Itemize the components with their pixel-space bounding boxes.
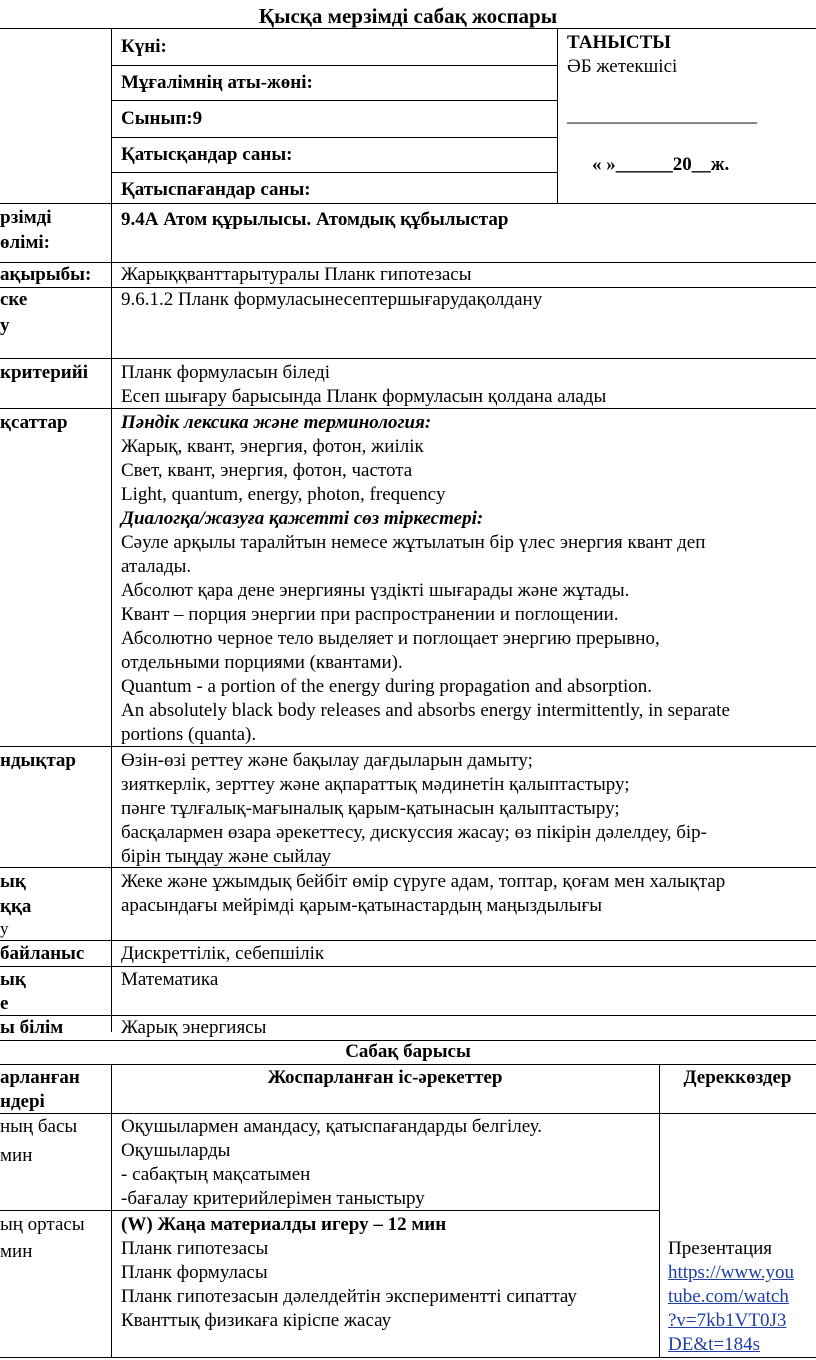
criteria-label: критерийі bbox=[0, 362, 88, 383]
phrase-line: отдельными порциями (квантами). bbox=[121, 652, 403, 673]
stage2-line: Кванттық физикаға кіріспе жасау bbox=[121, 1310, 392, 1331]
values-line: бірін тыңдау және сыйлау bbox=[121, 846, 331, 867]
cross-label-3: у bbox=[0, 919, 9, 938]
values-line: басқалармен өзара әрекеттесу, дискуссия жасау; өз пікірін дәлелдеу, бір- bbox=[121, 822, 707, 843]
class-label: Сынып:9 bbox=[121, 108, 203, 129]
phrase-line: portions (quanta). bbox=[121, 724, 257, 745]
phrase-line: Quantum - a portion of the energy during propagation and absorption. bbox=[121, 676, 652, 697]
stage2-line: Планк гипотезасы bbox=[121, 1238, 269, 1259]
language-label: қсаттар bbox=[0, 412, 68, 433]
cross-line: Жеке және ұжымдық бейбіт өмір сүруге адам, топтар, қоғам мен халықтар bbox=[121, 871, 726, 892]
stage1-line: Оқушыларды bbox=[121, 1140, 231, 1161]
stage2-heading: (W) Жаңа материалды игеру – 12 мин bbox=[121, 1214, 447, 1235]
values-label: ндықтар bbox=[0, 750, 76, 771]
phrases-heading: Диалогқа/жазуға қажетті сөз тіркестері: bbox=[121, 508, 484, 529]
objective-label-2: у bbox=[0, 315, 10, 336]
values-line: пәнге тұлғалық-мағыналық қарым-қатынасын қалыптастыру; bbox=[121, 798, 620, 819]
cross-label-2: ққа bbox=[0, 896, 32, 917]
links-label: байланыс bbox=[0, 943, 85, 964]
stage2-line: Планк формуласы bbox=[121, 1262, 268, 1283]
section-value: 9.4А Атом құрылысы. Атомдық құбылыстар bbox=[121, 209, 509, 230]
objective-value: 9.6.1.2 Планк формуласынесептершығарудақолдану bbox=[121, 289, 543, 310]
youtube-link-line[interactable]: tube.com/watch bbox=[668, 1286, 789, 1307]
values-line: Өзін-өзі реттеу және бақылау дағдыларын дамыту; bbox=[121, 750, 533, 771]
col-activities-header: Жоспарланған іс-әрекеттер bbox=[267, 1067, 503, 1088]
prior-label: ы білім bbox=[0, 1017, 64, 1038]
objective-label-1: ске bbox=[0, 289, 28, 310]
term-line: Light, quantum, energy, photon, frequency bbox=[121, 484, 446, 505]
stage2-line: Планк гипотезасын дәлелдейтін экспериментті сипаттау bbox=[121, 1286, 577, 1307]
prior-value: Жарық энергиясы bbox=[121, 1017, 267, 1038]
stage2-label-1: ың ортасы bbox=[0, 1214, 85, 1235]
topic-label: ақырыбы: bbox=[0, 264, 92, 285]
approval-title: ТАНЫСТЫ bbox=[567, 32, 671, 53]
col-stages-header-2: ндері bbox=[0, 1091, 45, 1112]
youtube-link-line[interactable]: https://www.you bbox=[668, 1262, 794, 1283]
topic-value: Жарыққванттарытуралы Планк гипотезасы bbox=[121, 264, 472, 285]
page-title: Қысқа мерзімді сабақ жоспары bbox=[258, 4, 558, 28]
links-value: Дискреттілік, себепшілік bbox=[121, 943, 325, 964]
criteria-line: Планк формуласын біледі bbox=[121, 362, 331, 383]
signature-line: ____________________ bbox=[567, 105, 757, 126]
phrase-line: An absolutely black body releases and absorbs energy intermittently, in separate bbox=[121, 700, 730, 721]
criteria-line: Есеп шығару барысында Планк формуласын қолдана алады bbox=[121, 386, 607, 407]
present-count-label: Қатысқандар саны: bbox=[121, 144, 293, 165]
values-line: зияткерлік, зерттеу және ақпараттық мәдинетін қалыптастыру; bbox=[121, 774, 630, 795]
phrase-line: Абсолют қара дене энергияны үздікті шығарады және жұтады. bbox=[121, 580, 630, 601]
section-label-1: рзімді bbox=[0, 207, 52, 228]
stage2-label-2: мин bbox=[0, 1241, 33, 1262]
phrase-line: Квант – порция энергии при распространении и поглощении. bbox=[121, 604, 619, 625]
phrase-line: аталады. bbox=[121, 556, 192, 577]
section-label-2: өлімі: bbox=[0, 232, 50, 253]
youtube-link-line[interactable]: ?v=7kb1VT0J3 bbox=[668, 1310, 787, 1331]
col-resources-header: Дереккөздер bbox=[683, 1067, 792, 1088]
absent-count-label: Қатыспағандар саны: bbox=[121, 179, 311, 200]
progress-title: Сабақ барысы bbox=[345, 1041, 471, 1062]
term-line: Жарық, квант, энергия, фотон, жиілік bbox=[121, 436, 424, 457]
cross-label-1: ық bbox=[0, 871, 26, 892]
stage1-label-1: ның басы bbox=[0, 1116, 78, 1137]
phrase-line: Сәуле арқылы таралйтын немесе жұтылатын бір үлес энергия квант деп bbox=[121, 532, 706, 553]
teacher-label: Мұғалімнің аты-жөні: bbox=[121, 72, 313, 93]
stage1-line: -бағалау критерийлерімен таныстыру bbox=[121, 1188, 425, 1209]
stage1-line: - сабақтың мақсатымен bbox=[121, 1164, 311, 1185]
approval-subtitle: ӘБ жетекшісі bbox=[567, 56, 678, 77]
stage1-label-2: мин bbox=[0, 1145, 33, 1166]
youtube-link-line[interactable]: DE&t=184s bbox=[668, 1334, 760, 1355]
phrase-line: Абсолютно черное тело выделяет и поглощает энергию прерывно, bbox=[121, 628, 660, 649]
interdisc-label-1: ық bbox=[0, 969, 26, 990]
approval-date-line: « »______20__ж. bbox=[592, 154, 730, 175]
col-stages-header-1: арланған bbox=[0, 1067, 80, 1088]
term-line: Свет, квант, энергия, фотон, частота bbox=[121, 460, 413, 481]
terminology-heading: Пәндік лексика және терминология: bbox=[121, 412, 432, 433]
cross-line: арасындағы мейрімді қарым-қатынастардың маңыздылығы bbox=[121, 895, 603, 916]
interdisc-label-2: е bbox=[0, 993, 9, 1014]
interdisc-value: Математика bbox=[121, 969, 219, 990]
stage1-line: Оқушылармен амандасу, қатыспағандарды белгілеу. bbox=[121, 1116, 543, 1137]
resource-presentation-label: Презентация bbox=[668, 1238, 773, 1259]
date-label: Күні: bbox=[121, 36, 167, 57]
